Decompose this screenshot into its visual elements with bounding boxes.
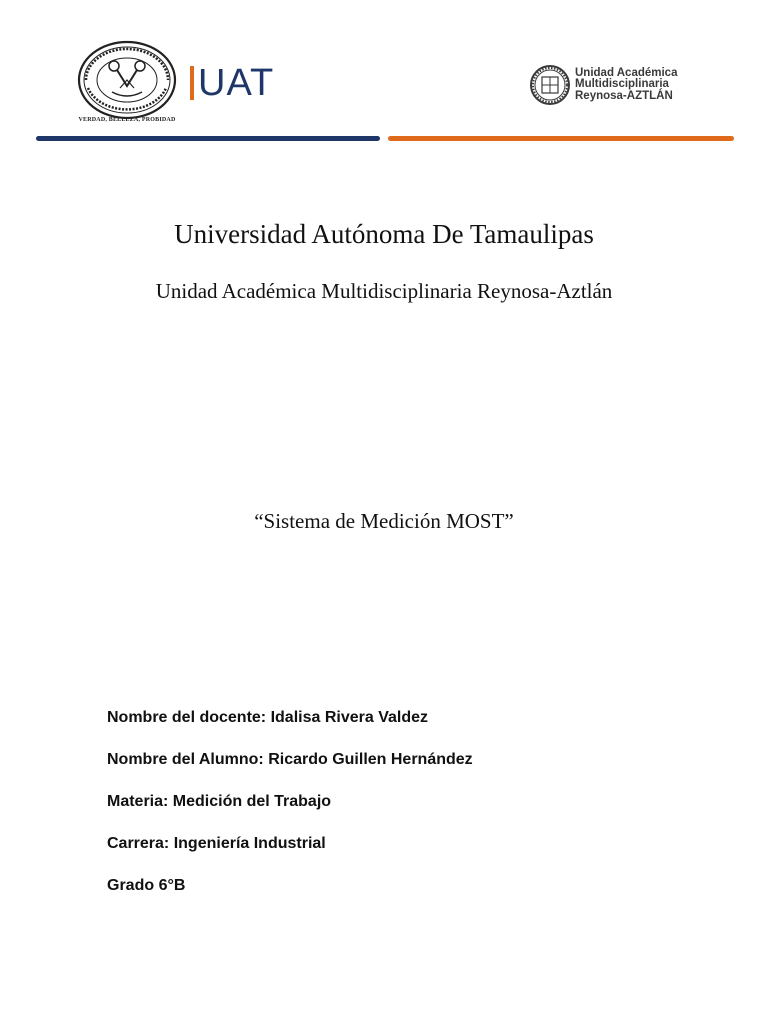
teacher-name-line: Nombre del docente: Idalisa Rivera Valdez [107,709,428,726]
header-rule-blue [36,136,380,141]
grade-line: Grado 6°B [107,877,186,894]
university-seal [62,40,192,130]
document-title: “Sistema de Medición MOST” [254,509,514,533]
unit-logo [529,64,677,106]
unit-logo-line: Multidisciplinaria [575,78,669,91]
uat-logo-text: UAT [198,62,275,104]
unit-logo-line: Unidad Académica [575,66,678,79]
university-title: Universidad Autónoma De Tamaulipas [174,219,594,249]
page-header [0,0,768,150]
student-name-line: Nombre del Alumno: Ricardo Guillen Hernández [107,751,473,768]
university-seal-icon [62,40,192,120]
seal-motto: VERDAD, BELLEZA, PROBIDAD [78,117,176,123]
unit-logo-line: Reynosa-AZTLÁN [575,89,673,102]
uat-logo-bar [190,66,194,100]
header-rule-orange [388,136,734,141]
uat-logo [190,62,274,104]
unit-seal-icon [529,64,571,106]
unit-title: Unidad Académica Multidisciplinaria Reynosa-Aztlán [155,279,613,303]
unit-logo-text [575,68,677,103]
career-line: Carrera: Ingeniería Industrial [107,835,326,852]
subject-line: Materia: Medición del Trabajo [107,793,332,810]
details-block [107,708,707,918]
